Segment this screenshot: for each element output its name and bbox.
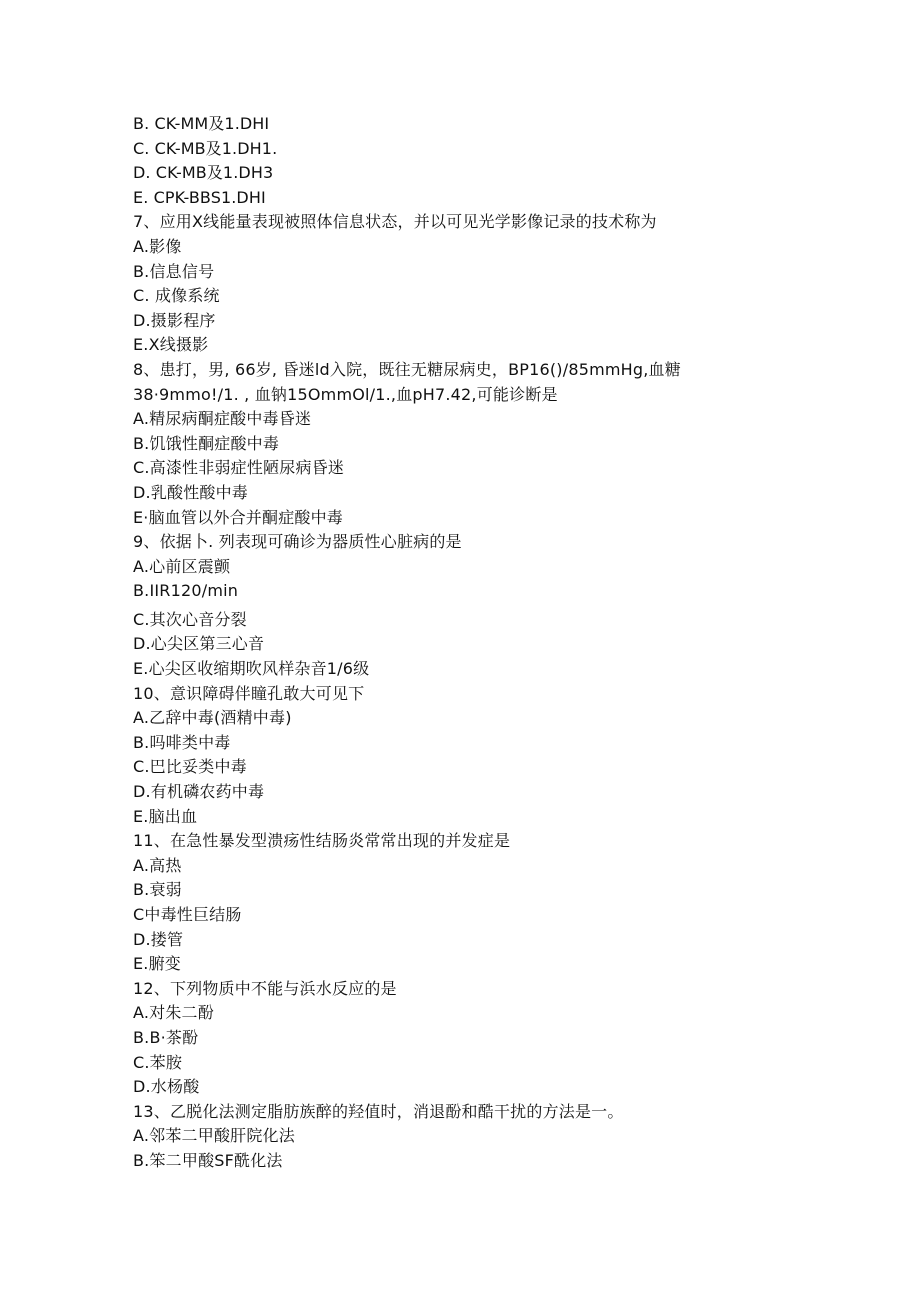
option-line: B.笨二甲酸SF酰化法	[133, 1150, 283, 1170]
option-line: E.腑变	[133, 954, 181, 974]
question-9: 9、依据卜. 列表现可确诊为器质性心脏病的是	[133, 532, 462, 552]
option-line: C. CK-MB及1.DH1.	[133, 138, 278, 158]
option-line: B.饥饿性酮症酸中毒	[133, 433, 280, 453]
option-line: E.心尖区收缩期吹风样杂音1/6级	[133, 659, 370, 679]
option-line: A.心前区震颤	[133, 556, 231, 576]
option-line: D.有机磷农药中毒	[133, 782, 265, 802]
option-line: B.吗啡类中毒	[133, 732, 231, 752]
option-line: A.高热	[133, 855, 182, 875]
option-line: D. CK-MB及1.DH3	[133, 163, 274, 183]
option-line: C中毒性巨结肠	[133, 905, 242, 924]
question-10: 10、意识障碍伴瞳孔敢大可见下	[133, 683, 365, 703]
option-line: C.其次心音分裂	[133, 609, 247, 629]
option-line: E·脑血管以外合并酮症酸中毒	[133, 507, 343, 527]
question-8: 8、患打，男, 66岁, 昏迷ld入院，既往无糖尿病史，BP16()/85mmHg,血糖	[133, 359, 681, 379]
option-line: C.巴比妥类中毒	[133, 757, 247, 777]
option-line: D.乳酸性酸中毒	[133, 482, 249, 502]
option-line: E. CPK-BBS1.DHI	[133, 187, 266, 207]
option-line: E.脑出血	[133, 806, 198, 826]
option-line: D.心尖区第三心音	[133, 634, 265, 654]
option-line: B. CK-MM及1.DHI	[133, 114, 270, 133]
question-11: 11、在急性暴发型溃疡性结肠炎常常出现的并发症是	[133, 831, 511, 851]
option-line: C.苯胺	[133, 1052, 183, 1072]
option-line: D.搂管	[133, 929, 184, 949]
option-line: B.衰弱	[133, 880, 182, 900]
option-line: A.邻苯二甲酸肝院化法	[133, 1126, 295, 1146]
option-line: C.高漆性非弱症性陋尿病昏迷	[133, 458, 345, 478]
question-8-continued: 38·9mmo!/1. , 血钠15OmmOl/1.,血pH7.42,可能诊断是	[133, 384, 558, 404]
option-line: A.影像	[133, 236, 182, 256]
option-line: A.对朱二酚	[133, 1003, 214, 1023]
question-7: 7、应用X线能量表现被照体信息状态，并以可见光学影像记录的技术称为	[133, 212, 657, 232]
option-line: C. 成像系统	[133, 286, 220, 306]
option-line: E.X线摄影	[133, 335, 209, 355]
option-line: A.乙辞中毒(酒精中毒)	[133, 708, 292, 728]
option-line: D.水杨酸	[133, 1077, 200, 1097]
option-line: B.IIR120∕min	[133, 581, 239, 601]
option-line: B.B·茶酚	[133, 1027, 199, 1047]
option-line: D.摄影程序	[133, 310, 216, 330]
option-line: A.精尿病酮症酸中毒昏迷	[133, 409, 312, 429]
document-body	[133, 112, 873, 1174]
question-13: 13、乙脱化法测定脂肪族醉的羟值时，消退酚和酷干扰的方法是一。	[133, 1101, 624, 1121]
question-12: 12、下列物质中不能与浜水反应的是	[133, 978, 397, 998]
option-line: B.信息信号	[133, 261, 215, 281]
